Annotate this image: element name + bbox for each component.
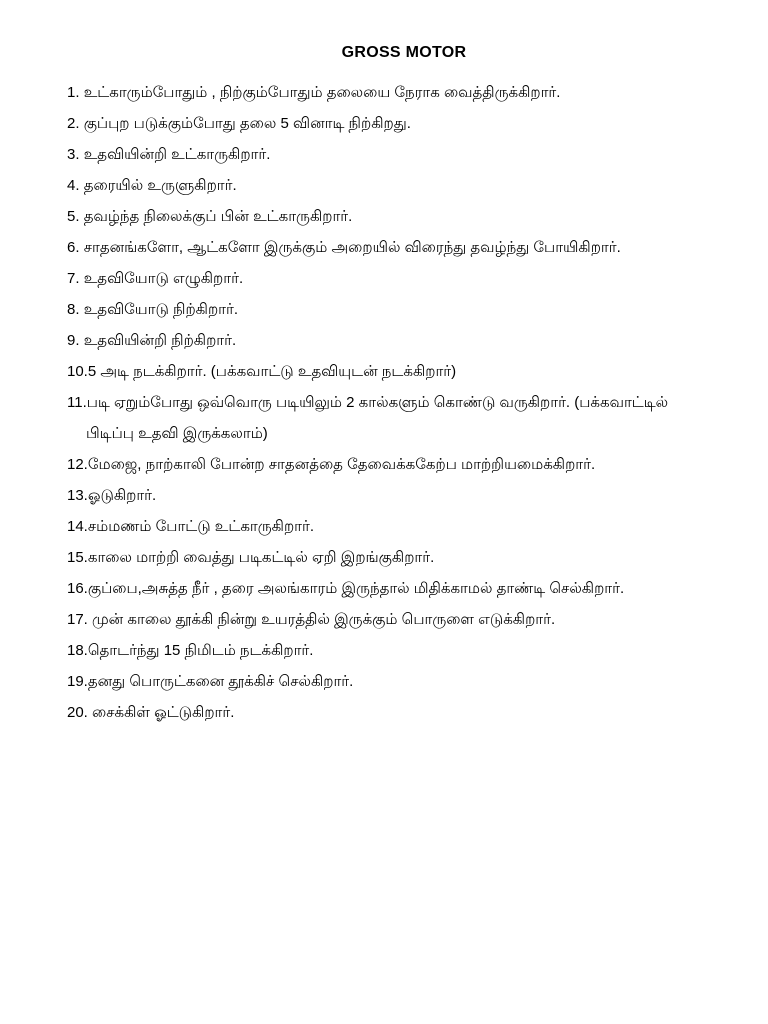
item-number: 14. (67, 518, 88, 535)
list-item (67, 139, 747, 170)
item-text: தவழ்ந்த நிலைக்குப் பின் உட்காருகிறார். (83, 208, 353, 225)
item-text: உதவியின்றி உட்காருகிறார். (83, 146, 271, 163)
item-number: 15. (67, 549, 88, 566)
item-text: முன் காலை தூக்கி நின்று உயரத்தில் இருக்கும் பொருளை எடுக்கிறார். (92, 611, 556, 628)
item-text: தனது பொருட்கனை தூக்கிச் செல்கிறார். (87, 673, 354, 690)
list-item (67, 232, 747, 263)
item-number: 9. (67, 332, 84, 349)
item-text: தரையில் உருளுகிறார். (83, 177, 237, 194)
list-item (67, 511, 747, 542)
item-number: 1. (67, 84, 84, 101)
item-text: உதவியோடு எழுகிறார். (83, 270, 244, 287)
list-item (67, 480, 747, 511)
list-item (67, 263, 747, 294)
list-item (67, 108, 747, 139)
item-text: உதவியின்றி நிற்கிறார். (83, 332, 237, 349)
item-number: 4. (67, 177, 84, 194)
document-title: GROSS MOTOR (341, 44, 467, 61)
item-number: 3. (67, 146, 84, 163)
item-text: குப்புற படுக்கும்போது தலை 5 வினாடி நிற்கிறது. (83, 115, 411, 132)
list-item (67, 604, 747, 635)
list-item (67, 294, 747, 325)
list-item (67, 170, 747, 201)
item-text: உட்காரும்போதும் , நிற்கும்போதும் தலையை நேராக வைத்திருக்கிறார். (83, 84, 561, 101)
item-text: சம்மணம் போட்டு உட்காருகிறார். (87, 518, 314, 535)
item-number: 10. (67, 363, 88, 380)
list-item (67, 356, 747, 387)
item-text: ஓடுகிறார். (87, 487, 157, 504)
list-item (67, 325, 747, 356)
item-number: 11. (67, 394, 87, 411)
item-number: 12. (67, 456, 88, 473)
item-number: 17. (67, 611, 93, 628)
item-text: தொடர்ந்து 15 நிமிடம் நடக்கிறார். (87, 642, 314, 659)
item-text: படி ஏறும்போது ஒவ்வொரு படியிலும் 2 கால்களும் கொண்டு வருகிறார். (பக்கவாட்டில் (86, 394, 669, 411)
item-number: 18. (67, 642, 88, 659)
list-item (67, 542, 747, 573)
item-number: 6. (67, 239, 84, 256)
list-item (67, 573, 747, 604)
item-text: காலை மாற்றி வைத்து படிகட்டில் ஏறி இறங்குகிறார். (87, 549, 435, 566)
item-number: 5. (67, 208, 84, 225)
item-text: சைக்கிள் ஓட்டுகிறார். (92, 704, 235, 721)
item-text: சாதனங்களோ, ஆட்களோ இருக்கும் அறையில் விரைந்து தவழ்ந்து போயிகிறார். (83, 239, 621, 256)
item-text-continuation: பிடிப்பு உதவி இருக்கலாம்) (86, 425, 268, 442)
item-text: 5 அடி நடக்கிறார். (பக்கவாட்டு உதவியுடன் நடக்கிறார்) (87, 363, 457, 380)
list-item (67, 635, 747, 666)
item-text: உதவியோடு நிற்கிறார். (83, 301, 239, 318)
list-item (67, 449, 747, 480)
item-number: 20. (67, 704, 93, 721)
item-number: 13. (67, 487, 88, 504)
milestone-list (67, 77, 747, 728)
list-item (67, 666, 747, 697)
list-item (67, 697, 747, 728)
item-number: 7. (67, 270, 84, 287)
item-text: குப்பை,அசுத்த நீர் , தரை அலங்காரம் இருந்தால் மிதிக்காமல் தாண்டி செல்கிறார். (87, 580, 625, 597)
item-text: மேஜை, நாற்காலி போன்ற சாதனத்தை தேவைக்ககேற்ப மாற்றியமைக்கிறார். (87, 456, 596, 473)
item-number: 8. (67, 301, 84, 318)
list-item (67, 201, 747, 232)
item-number: 19. (67, 673, 88, 690)
item-number: 16. (67, 580, 88, 597)
item-number: 2. (67, 115, 84, 132)
list-item (67, 387, 747, 449)
list-item (67, 77, 747, 108)
